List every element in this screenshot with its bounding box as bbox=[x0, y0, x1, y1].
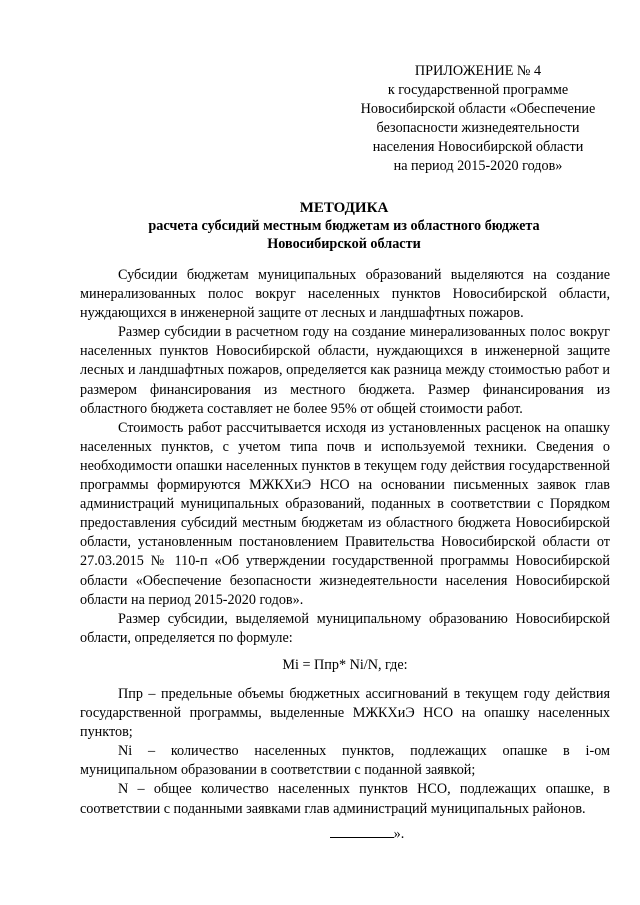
definition-item: Ппр – предельные объемы бюджетных ассигнований в текущем году действия государственной программы, выделенные МЖКХиЭ НСО на опашку населенных пунктов; bbox=[80, 685, 610, 741]
title-subtitle: расчета субсидий местным бюджетам из областного бюджета bbox=[148, 218, 540, 234]
document-title bbox=[72, 199, 616, 253]
definition-item: Ni – количество населенных пунктов, подлежащих опашке в i-ом муниципальном образовании в соответствии с поданной заявкой; bbox=[80, 743, 610, 779]
ending-suffix: ». bbox=[393, 825, 405, 842]
definition-item: N – общее количество населенных пунктов НСО, подлежащих опашке, в соответствии с поданными заявками глав администраций муниципальных районов. bbox=[80, 781, 610, 817]
appendix-number: ПРИЛОЖЕНИЕ № 4 bbox=[414, 63, 542, 79]
appendix-line: к государственной программе bbox=[387, 82, 569, 98]
appendix-header bbox=[340, 62, 616, 176]
formula: Mi = Ппр* Ni/N, где: bbox=[282, 656, 408, 673]
paragraph: Субсидии бюджетам муниципальных образований выделяются на создание минерализованных полос вокруг населенных пунктов Новосибирской области, нуждающихся в инженерной защите от лесных и ландшафтных пожаров. bbox=[80, 267, 610, 322]
title-main: МЕТОДИКА bbox=[299, 200, 389, 216]
paragraph: Размер субсидии, выделяемой муниципальному образованию Новосибирской области, определяется по формуле: bbox=[80, 610, 610, 646]
title-subtitle: Новосибирской области bbox=[267, 236, 421, 252]
paragraph: Размер субсидии в расчетном году на создание минерализованных полос вокруг населенных пунктов Новосибирской области, нуждающихся в инженерной защите лесных и ландшафтных пожаров, определяется как разница между стоимостью работ и размером финансирования из местного бюджета. Размер финансирования из областного бюджета составляет не более 95% от общей стоимости работ. bbox=[80, 324, 610, 417]
appendix-line: Новосибирской области «Обеспечение bbox=[360, 101, 596, 117]
blank-line bbox=[330, 824, 394, 838]
document-ending bbox=[80, 824, 610, 844]
appendix-line: населения Новосибирской области bbox=[372, 139, 584, 155]
paragraph: Стоимость работ рассчитывается исходя из установленных расценок на опашку населенных пунктов, с учетом типа почв и используемой техники. Сведения о необходимости опашки населенных пунктов в текущем году действия государственной программы формируются МЖКХиЭ НСО на основании письменных заявок глав администраций муниципальных образований, поданных в соответствии с Порядком предоставления субсидий местным бюджетам из областного бюджета Новосибирской области, установленным постановлением Правительства Новосибирской области от 27.03.2015 № 110-п «Об утверждении государственной программы Новосибирской области «Обеспечение безопасности жизнедеятельности населения Новосибирской области на период 2015-2020 годов». bbox=[80, 419, 610, 608]
document-body bbox=[80, 266, 610, 844]
appendix-line: безопасности жизнедеятельности bbox=[376, 120, 580, 136]
appendix-line: на период 2015-2020 годов» bbox=[393, 158, 563, 174]
